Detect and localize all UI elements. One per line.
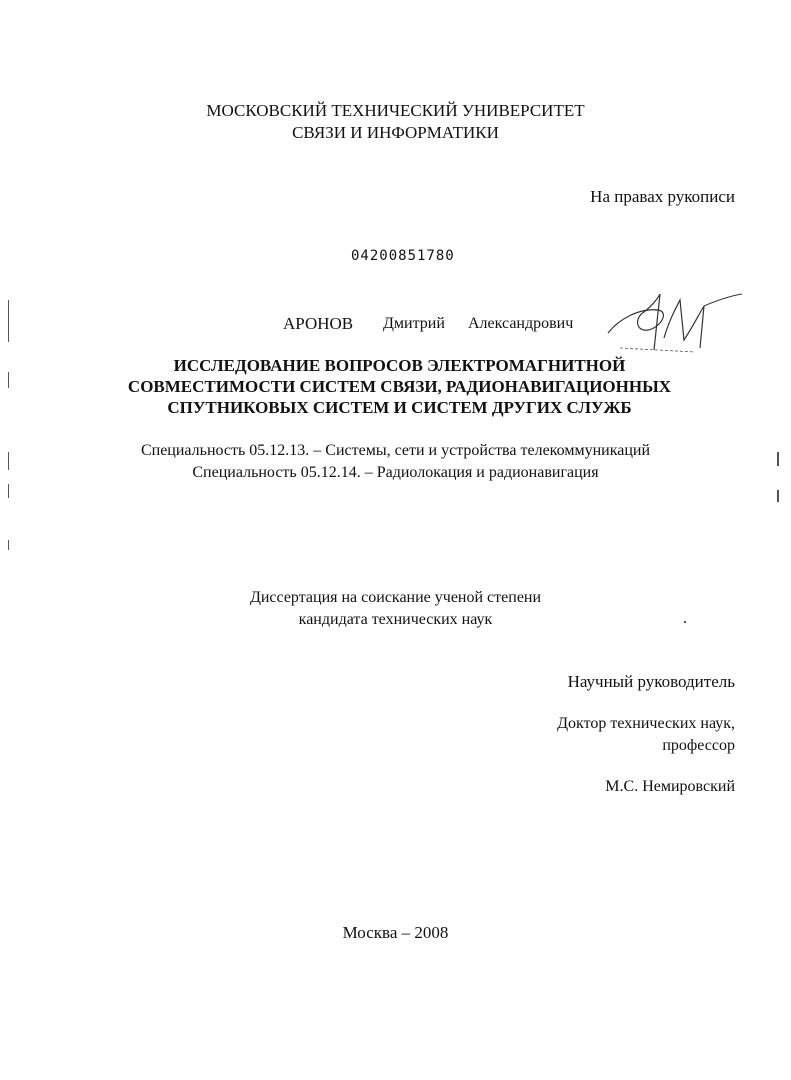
manuscript-rights: На правах рукописи bbox=[590, 187, 735, 206]
supervisor-rank: профессор bbox=[662, 737, 735, 754]
thesis-title-line3: СПУТНИКОВЫХ СИСТЕМ И СИСТЕМ ДРУГИХ СЛУЖБ bbox=[167, 398, 632, 417]
author-surname: АРОНОВ bbox=[283, 314, 354, 333]
university-name-line1: МОСКОВСКИЙ ТЕХНИЧЕСКИЙ УНИВЕРСИТЕТ bbox=[206, 101, 585, 120]
author-patronymic: Александрович bbox=[468, 315, 574, 332]
scan-mark-right-1 bbox=[777, 452, 779, 466]
registration-number: 04200851780 bbox=[351, 248, 455, 264]
author-name: Дмитрий bbox=[383, 315, 445, 332]
specialty-2: Специальность 05.12.14. – Радиолокация и радионавигация bbox=[192, 464, 599, 481]
supervisor-name: М.С. Немировский bbox=[605, 778, 735, 795]
supervisor-label: Научный руководитель bbox=[567, 672, 735, 691]
specialty-1: Специальность 05.12.13. – Системы, сети и устройства телекоммуникаций bbox=[140, 442, 651, 459]
scan-mark-left-5 bbox=[8, 540, 9, 550]
city-year: Москва – 2008 bbox=[342, 923, 449, 942]
scan-mark-left-2 bbox=[8, 372, 9, 388]
thesis-title-line2: СОВМЕСТИМОСТИ СИСТЕМ СВЯЗИ, РАДИОНАВИГАЦИОННЫХ bbox=[127, 377, 672, 396]
dissertation-line2: кандидата технических наук bbox=[298, 611, 493, 628]
dissertation-line1: Диссертация на соискание ученой степени bbox=[249, 589, 542, 606]
university-name-line2: СВЯЗИ И ИНФОРМАТИКИ bbox=[292, 123, 499, 142]
thesis-title-line1: ИССЛЕДОВАНИЕ ВОПРОСОВ ЭЛЕКТРОМАГНИТНОЙ bbox=[173, 356, 626, 375]
scan-dot bbox=[684, 621, 686, 623]
author-signature bbox=[600, 288, 745, 363]
scan-mark-left-3 bbox=[8, 452, 9, 470]
scan-mark-left-1 bbox=[8, 300, 9, 342]
scan-mark-left-4 bbox=[8, 484, 9, 498]
scan-mark-right-2 bbox=[777, 490, 779, 502]
supervisor-degree: Доктор технических наук, bbox=[557, 715, 735, 732]
